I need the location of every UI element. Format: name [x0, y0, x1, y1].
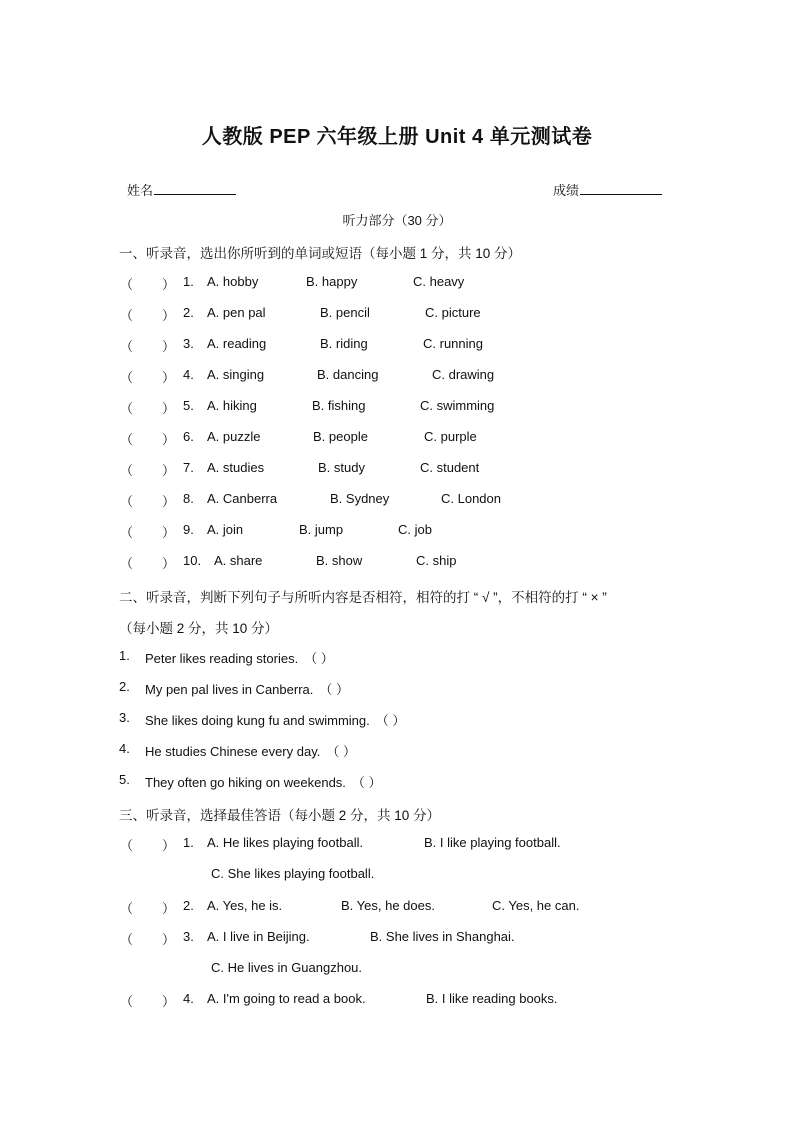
option-a: A. share — [214, 553, 263, 568]
option-b: B. fishing — [312, 398, 366, 413]
option-b: B. happy — [306, 274, 358, 289]
listening-part-heading: 听力部分（30 分） — [342, 213, 452, 228]
question-row — [0, 553, 794, 573]
option-c: C. purple — [424, 429, 477, 444]
question-number: 9. — [183, 522, 194, 537]
option-c: C. swimming — [420, 398, 495, 413]
question-number: 1. — [183, 274, 194, 289]
statement-sentence: My pen pal lives in Canberra. — [145, 682, 314, 697]
statement-sentence: Peter likes reading stories. — [145, 651, 299, 666]
answer-bracket-close: ） — [162, 494, 176, 509]
statement-sentence: They often go hiking on weekends. — [145, 775, 346, 790]
option-b: B. show — [316, 553, 363, 568]
answer-bracket-close: ） — [162, 370, 176, 385]
option-b: B. riding — [320, 336, 368, 351]
question-number: 2. — [183, 305, 194, 320]
option-c: C. ship — [416, 553, 457, 568]
question-row — [0, 305, 794, 325]
name-field[interactable] — [127, 180, 236, 199]
statement-row — [0, 679, 794, 699]
question-number: 1. — [183, 835, 194, 850]
answer-bracket-open[interactable]: （ — [120, 525, 134, 540]
question-row — [0, 522, 794, 542]
section3-heading: 三、听录音，选择最佳答语（每小题 2 分，共 10 分） — [119, 808, 441, 823]
answer-bracket-open[interactable]: （ — [120, 370, 134, 385]
answer-bracket-close: ） — [162, 432, 176, 447]
option-b: B. I like playing football. — [424, 835, 561, 850]
option-c: C. job — [398, 522, 432, 537]
question-number: 3. — [183, 336, 194, 351]
option-b: B. dancing — [317, 367, 379, 382]
question-number: 7. — [183, 460, 194, 475]
question-row — [0, 336, 794, 356]
question-number: 6. — [183, 429, 194, 444]
option-a: A. I'm going to read a book. — [207, 991, 366, 1006]
question-row — [0, 460, 794, 480]
score-label: 成绩 — [553, 183, 580, 198]
question-number: 4. — [183, 367, 194, 382]
answer-bracket-close: ） — [162, 994, 176, 1009]
answer-bracket-open[interactable]: （ — [120, 277, 134, 292]
question-row — [0, 991, 794, 1011]
question-number: 10. — [183, 553, 202, 568]
question-number: 2. — [183, 898, 194, 913]
answer-bracket-open[interactable]: （ — [120, 932, 134, 947]
question-row — [0, 898, 794, 918]
option-c: C. Yes, he can. — [492, 898, 580, 913]
option-a: A. reading — [207, 336, 267, 351]
option-c: C. He lives in Guangzhou. — [211, 960, 363, 975]
answer-bracket-open[interactable]: （ — [120, 556, 134, 571]
answer-bracket-open[interactable]: （ — [120, 463, 134, 478]
answer-bracket-open[interactable]: （ — [120, 838, 134, 853]
option-a: A. hiking — [207, 398, 257, 413]
option-a: A. He likes playing football. — [207, 835, 364, 850]
option-a: A. singing — [207, 367, 265, 382]
answer-bracket-close: ） — [162, 838, 176, 853]
question-row — [0, 367, 794, 387]
question-number: 3. — [183, 929, 194, 944]
option-a: A. studies — [207, 460, 265, 475]
question-row — [0, 491, 794, 511]
exam-title: 人教版 PEP 六年级上册 Unit 4 单元测试卷 — [201, 126, 593, 148]
statement-row — [0, 710, 794, 730]
answer-bracket-close: ） — [162, 463, 176, 478]
answer-bracket[interactable]: （ ） — [304, 651, 334, 666]
question-row — [0, 835, 794, 855]
option-a: A. Yes, he is. — [207, 898, 283, 913]
section2-heading: 二、听录音，判断下列句子与所听内容是否相符，相符的打 “ √ ”，不相符的打 “ × ” — [119, 590, 607, 605]
answer-bracket-close: ） — [162, 932, 176, 947]
answer-bracket[interactable]: （ ） — [351, 775, 382, 790]
question-number: 5. — [183, 398, 194, 413]
option-a: A. hobby — [207, 274, 259, 289]
answer-bracket-close: ） — [162, 901, 176, 916]
statement-number: 4. — [119, 741, 130, 756]
option-c: C. drawing — [432, 367, 495, 382]
answer-bracket-close: ） — [162, 308, 176, 323]
option-a: A. puzzle — [207, 429, 261, 444]
statement-number: 3. — [119, 710, 130, 725]
answer-bracket[interactable]: （ ） — [319, 682, 349, 697]
option-c: C. She likes playing football. — [211, 866, 375, 881]
statement-text — [145, 679, 349, 698]
answer-bracket-open[interactable]: （ — [120, 308, 134, 323]
answer-bracket-close: ） — [162, 339, 176, 354]
answer-bracket-open[interactable]: （ — [120, 339, 134, 354]
statement-text — [145, 741, 356, 760]
statement-number: 1. — [119, 648, 130, 663]
statement-text — [145, 710, 405, 729]
statement-text — [145, 648, 334, 667]
answer-bracket[interactable]: （ ） — [326, 744, 356, 759]
answer-bracket-close: ） — [162, 401, 176, 416]
answer-bracket-close: ） — [162, 556, 176, 571]
question-row-continued — [0, 866, 794, 886]
question-number: 4. — [183, 991, 194, 1006]
answer-bracket[interactable]: （ ） — [375, 713, 406, 728]
answer-bracket-open[interactable]: （ — [120, 401, 134, 416]
option-c: C. London — [441, 491, 501, 506]
answer-bracket-open[interactable]: （ — [120, 432, 134, 447]
option-b: B. I like reading books. — [426, 991, 558, 1006]
name-blank[interactable] — [154, 181, 236, 195]
section1-heading: 一、听录音，选出你所听到的单词或短语（每小题 1 分，共 10 分） — [119, 246, 522, 261]
statement-sentence: He studies Chinese every day. — [145, 744, 321, 759]
option-b: B. jump — [299, 522, 344, 537]
statement-sentence: She likes doing kung fu and swimming. — [145, 713, 370, 728]
question-row — [0, 398, 794, 418]
option-b: B. study — [318, 460, 365, 475]
option-b: B. Sydney — [330, 491, 390, 506]
answer-bracket-close: ） — [162, 277, 176, 292]
option-c: C. heavy — [413, 274, 465, 289]
option-a: A. pen pal — [207, 305, 266, 320]
question-row — [0, 429, 794, 449]
option-a: A. I live in Beijing. — [207, 929, 310, 944]
answer-bracket-open[interactable]: （ — [120, 494, 134, 509]
answer-bracket-open[interactable]: （ — [120, 994, 134, 1009]
option-b: B. pencil — [320, 305, 370, 320]
question-row — [0, 929, 794, 949]
option-b: B. Yes, he does. — [341, 898, 435, 913]
answer-bracket-close: ） — [162, 525, 176, 540]
question-row — [0, 274, 794, 294]
score-blank[interactable] — [580, 181, 662, 195]
option-c: C. picture — [425, 305, 481, 320]
section2-heading-2: （每小题 2 分，共 10 分） — [119, 621, 279, 636]
statement-row — [0, 741, 794, 761]
statement-row — [0, 772, 794, 792]
option-b: B. She lives in Shanghai. — [370, 929, 515, 944]
answer-bracket-open[interactable]: （ — [120, 901, 134, 916]
option-c: C. running — [423, 336, 483, 351]
statement-text — [145, 772, 382, 791]
option-a: A. Canberra — [207, 491, 278, 506]
question-number: 8. — [183, 491, 194, 506]
question-row-continued — [0, 960, 794, 980]
statement-row — [0, 648, 794, 668]
statement-number: 5. — [119, 772, 130, 787]
statement-number: 2. — [119, 679, 130, 694]
option-b: B. people — [313, 429, 368, 444]
score-field[interactable] — [553, 180, 662, 199]
option-c: C. student — [420, 460, 480, 475]
option-a: A. join — [207, 522, 244, 537]
name-label: 姓名 — [127, 183, 154, 198]
